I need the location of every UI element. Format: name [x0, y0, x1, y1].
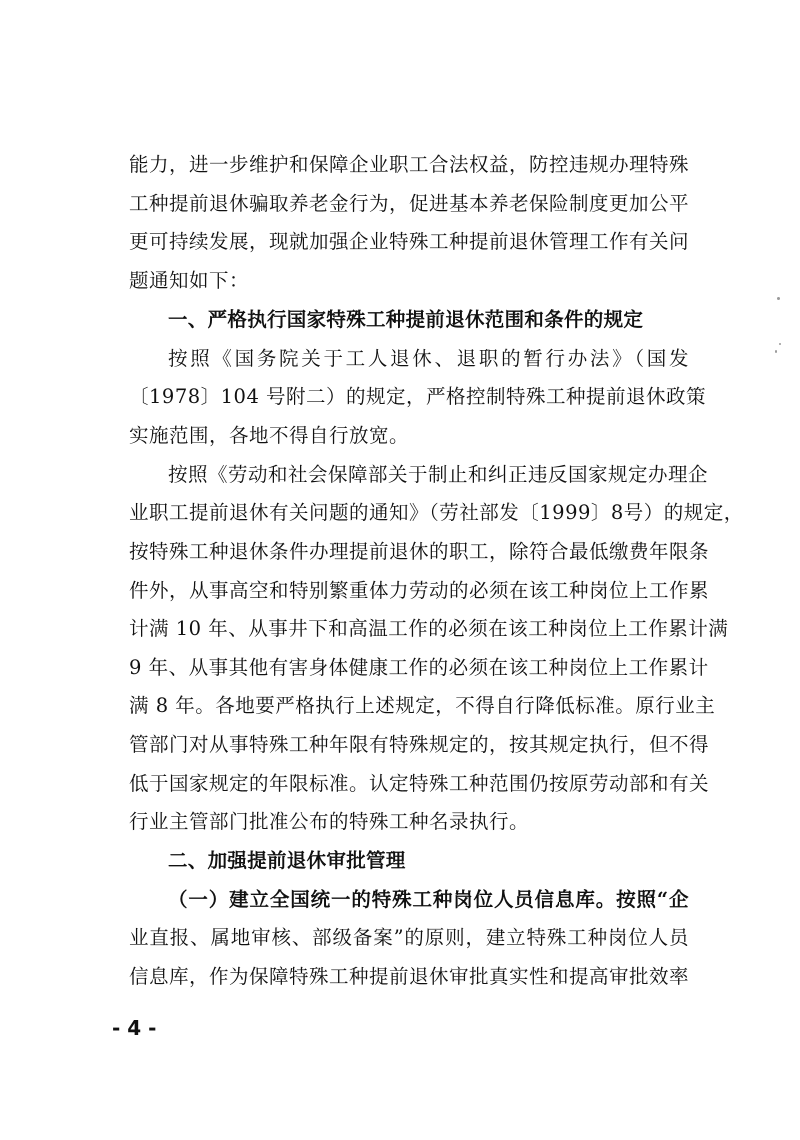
body-text-line: 业直报、属地审核、部级备案”的原则，建立特殊工种岗位人员	[129, 926, 689, 949]
body-text-line: 行业主管部门批准公布的特殊工种名录执行。	[129, 810, 530, 833]
body-text-line: 实施范围，各地不得自行放宽。	[129, 424, 410, 447]
section-heading-2: 二、加强提前退休审批管理	[168, 849, 406, 872]
body-text-line: 件外，从事高空和特别繁重体力劳动的必须在该工种岗位上工作累	[129, 579, 710, 602]
body-text-line: 信息库，作为保障特殊工种提前退休审批真实性和提高审批效率	[129, 965, 690, 988]
body-text-line: 更可持续发展，现就加强企业特殊工种提前退休管理工作有关问	[129, 230, 690, 253]
body-text-line: 9 年、从事其他有害身体健康工作的必须在该工种岗位上工作累计	[129, 656, 709, 679]
body-text-line: 题通知如下：	[129, 269, 250, 292]
body-text-line: 低于国家规定的年限标准。认定特殊工种范围仍按原劳动部和有关	[129, 772, 710, 795]
scan-speck	[777, 297, 780, 300]
body-text-line: 管部门对从事特殊工种年限有特殊规定的，按其规定执行，但不得	[129, 733, 710, 756]
body-text-line: 业职工提前退休有关问题的通知》（劳社部发〔1999〕8号）的规定，	[129, 501, 744, 524]
body-text-line: 计满 10 年、从事井下和高温工作的必须在该工种岗位上工作累计满	[129, 617, 729, 640]
body-text-line: 按照《劳动和社会保障部关于制止和纠正违反国家规定办理企	[168, 463, 709, 486]
scan-speck	[775, 350, 777, 353]
body-text-line: 按特殊工种退休条件办理提前退休的职工，除符合最低缴费年限条	[129, 540, 710, 563]
subsection-heading-1: （一）建立全国统一的特殊工种岗位人员信息库。按照“企	[168, 888, 689, 911]
body-text-line: 〔1978〕104 号附二）的规定，严格控制特殊工种提前退休政策	[129, 385, 707, 408]
body-text-line: 满 8 年。各地要严格执行上述规定，不得自行降低标准。原行业主	[129, 694, 716, 717]
scan-speck	[779, 343, 781, 345]
body-text-line: 能力，进一步维护和保障企业职工合法权益，防控违规办理特殊	[129, 153, 690, 176]
body-text-line: 工种提前退休骗取养老金行为，促进基本养老保险制度更加公平	[129, 192, 690, 215]
body-text-line: 按照《国务院关于工人退休、退职的暂行办法》（国发	[168, 347, 689, 370]
page-number: - 4 -	[112, 1016, 157, 1040]
section-heading-1: 一、严格执行国家特殊工种提前退休范围和条件的规定	[168, 308, 644, 331]
